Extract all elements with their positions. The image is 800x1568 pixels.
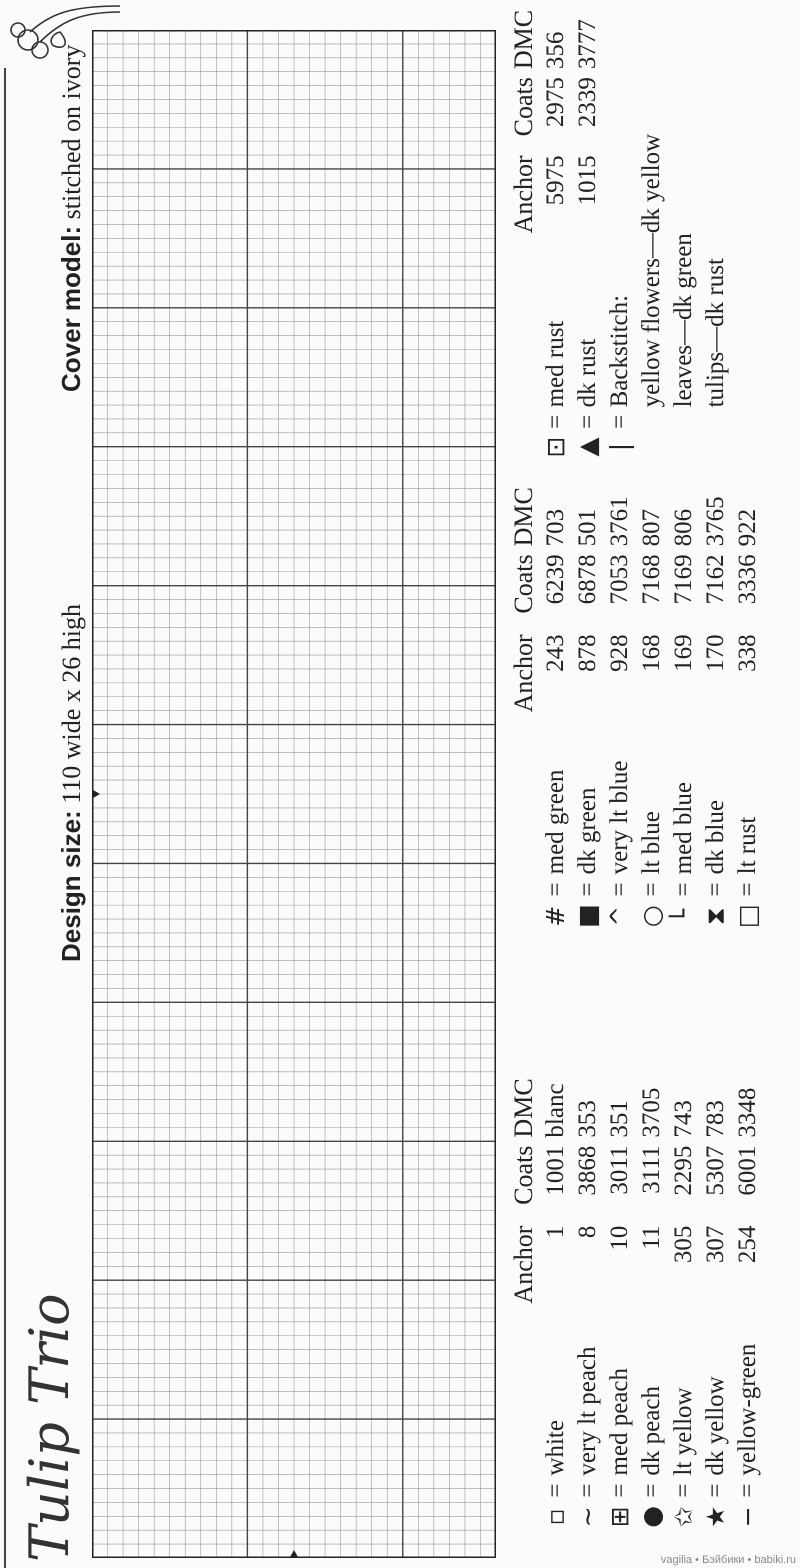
color-symbol: ○ [637, 905, 666, 928]
dmc-number: 353 [574, 1100, 601, 1138]
dmc-number: 703 [542, 508, 569, 547]
backstitch-item: tulips—dk rust [702, 258, 729, 408]
anchor-number: 11 [638, 1225, 665, 1250]
page-title: Tulip Trio [18, 1293, 81, 1562]
dmc-header: DMC [509, 487, 538, 547]
key-row [732, 466, 764, 928]
key-row [700, 1058, 732, 1528]
coats-header: Coats [509, 77, 538, 137]
equals-sign: = [606, 414, 633, 429]
cross-stitch-chart [92, 30, 496, 1558]
dmc-number: 3705 [638, 1087, 665, 1138]
color-symbol: ⊞ [605, 1506, 634, 1528]
color-name: lt rust [734, 816, 761, 875]
dmc-number: 3761 [606, 496, 633, 547]
anchor-header: Anchor [509, 634, 538, 713]
anchor-number: 254 [734, 1225, 761, 1264]
equals-sign: = [542, 1483, 569, 1498]
equals-sign: = [638, 1483, 665, 1498]
color-name: med peach [606, 1367, 633, 1476]
equals-sign: = [670, 882, 697, 897]
coats-number: 3011 [606, 1145, 633, 1195]
dmc-number: 743 [670, 1100, 697, 1138]
coats-header: Coats [509, 554, 538, 614]
equals-sign: = [734, 882, 761, 897]
coats-number: 1001 [542, 1145, 569, 1196]
dmc-number: 807 [638, 508, 665, 547]
key-row [540, 1058, 572, 1528]
color-symbol: ⊡ [541, 436, 570, 458]
anchor-header: Anchor [509, 1225, 538, 1304]
cover-model-label: Cover model: [56, 225, 86, 392]
anchor-number: 307 [702, 1225, 729, 1264]
dmc-header: DMC [509, 9, 538, 70]
anchor-number: 338 [734, 634, 761, 672]
equals-sign: = [574, 882, 601, 897]
equals-sign: = [638, 882, 665, 897]
anchor-number: 170 [702, 634, 729, 672]
key-row [636, 1058, 668, 1528]
color-name: dk blue [702, 800, 729, 875]
color-symbol: ^ [605, 905, 634, 927]
equals-sign: = [542, 882, 569, 897]
key-row [604, 466, 636, 928]
anchor-number: 169 [670, 634, 697, 672]
backstitch-item: yellow flowers—dk yellow [638, 133, 665, 408]
backstitch-symbol: | [605, 442, 634, 452]
key-row [636, 466, 668, 928]
design-size [56, 604, 87, 962]
color-name: dk rust [574, 338, 601, 408]
anchor-number: 928 [606, 634, 633, 672]
watermark: vagilia • Бэйбики • babiki.ru [660, 1554, 796, 1566]
key-row [540, 0, 572, 458]
dmc-number: 356 [542, 31, 569, 70]
key-row [668, 1058, 700, 1528]
coats-number: 7168 [638, 554, 665, 605]
color-symbol: ∼ [573, 1506, 602, 1528]
key-row [540, 466, 572, 928]
coats-number: 3868 [574, 1145, 601, 1196]
color-symbol: ✩ [669, 1506, 698, 1528]
backstitch-item: leaves—dk green [670, 233, 697, 408]
anchor-number: 878 [574, 634, 601, 672]
anchor-number: 168 [638, 634, 665, 672]
coats-number: 7162 [702, 554, 729, 605]
color-symbol: ★ [701, 1505, 730, 1528]
key-row [700, 466, 732, 928]
equals-sign: = [702, 1483, 729, 1498]
color-symbol: # [541, 905, 570, 927]
backstitch-row [604, 0, 636, 458]
color-name: lt blue [638, 811, 665, 875]
key-row [668, 466, 700, 928]
color-symbol: − [733, 1506, 762, 1528]
coats-number: 6239 [542, 554, 569, 605]
key-row [572, 466, 604, 928]
anchor-number: 305 [670, 1225, 697, 1264]
dmc-header: DMC [509, 1078, 538, 1138]
color-key-2 [508, 466, 764, 928]
top-rule [4, 68, 6, 1568]
key-row [572, 0, 604, 458]
dmc-number: 3348 [734, 1087, 761, 1138]
color-symbol: ▲ [573, 437, 602, 457]
equals-sign: = [606, 882, 633, 897]
anchor-number: 243 [542, 634, 569, 672]
coats-number: 2975 [542, 77, 569, 128]
equals-sign: = [734, 1483, 761, 1498]
color-symbol: └ [669, 908, 698, 924]
color-name: dk yellow [702, 1376, 729, 1476]
dmc-number: 3777 [574, 19, 601, 70]
anchor-number: 1 [542, 1225, 569, 1239]
dmc-number: 922 [734, 508, 761, 547]
color-name: yellow-green [734, 1343, 761, 1476]
color-name: very lt peach [574, 1346, 601, 1476]
color-name: very lt blue [606, 760, 633, 875]
coats-number: 7053 [606, 554, 633, 605]
key-row [604, 1058, 636, 1528]
coats-number: 6001 [734, 1145, 761, 1196]
equals-sign: = [542, 414, 569, 429]
color-name: lt yellow [670, 1387, 697, 1476]
key-header [508, 1058, 540, 1528]
design-size-value: 110 wide x 26 high [57, 603, 86, 804]
coats-number: 7169 [670, 554, 697, 605]
key-row [732, 1058, 764, 1528]
coats-number: 2339 [574, 77, 601, 128]
anchor-number: 10 [606, 1225, 633, 1251]
key-header [508, 466, 540, 928]
equals-sign: = [574, 1483, 601, 1498]
backstitch-label: Backstitch: [606, 294, 633, 408]
equals-sign: = [702, 882, 729, 897]
design-size-label: Design size: [56, 810, 86, 962]
dmc-number: 806 [670, 508, 697, 547]
color-name: dk peach [638, 1386, 665, 1476]
color-symbol: ⧗ [701, 907, 730, 925]
coats-number: 6878 [574, 554, 601, 605]
anchor-number: 5975 [542, 155, 569, 206]
anchor-number: 1015 [574, 155, 601, 206]
key-row [572, 1058, 604, 1528]
color-symbol: ▫ [541, 1508, 570, 1526]
coats-number: 2295 [670, 1145, 697, 1196]
equals-sign: = [606, 1483, 633, 1498]
color-name: med blue [670, 782, 697, 875]
dmc-number: 351 [606, 1100, 633, 1138]
color-name: med green [542, 769, 569, 875]
anchor-number: 8 [574, 1225, 601, 1239]
chart-grid-minor [92, 30, 496, 1558]
anchor-header: Anchor [509, 155, 538, 234]
equals-sign: = [670, 1483, 697, 1498]
color-symbol: □ [733, 904, 762, 928]
equals-sign: = [574, 414, 601, 429]
dmc-number: 3765 [702, 496, 729, 547]
coats-header: Coats [509, 1145, 538, 1205]
color-name: med rust [542, 320, 569, 408]
cover-model-value: stitched on ivory [57, 44, 86, 220]
key-header [508, 0, 540, 458]
dmc-number: 501 [574, 508, 601, 547]
dmc-number: blanc [542, 1083, 569, 1138]
cover-model [56, 45, 87, 392]
color-symbol: ● [637, 1505, 666, 1528]
color-symbol: ■ [573, 904, 602, 928]
coats-number: 5307 [702, 1145, 729, 1196]
dmc-number: 783 [702, 1100, 729, 1138]
color-key-3 [508, 0, 732, 458]
color-key-1 [508, 1058, 764, 1528]
color-name: white [542, 1420, 569, 1476]
color-name: dk green [574, 787, 601, 875]
coats-number: 3336 [734, 554, 761, 605]
coats-number: 3111 [638, 1145, 665, 1194]
